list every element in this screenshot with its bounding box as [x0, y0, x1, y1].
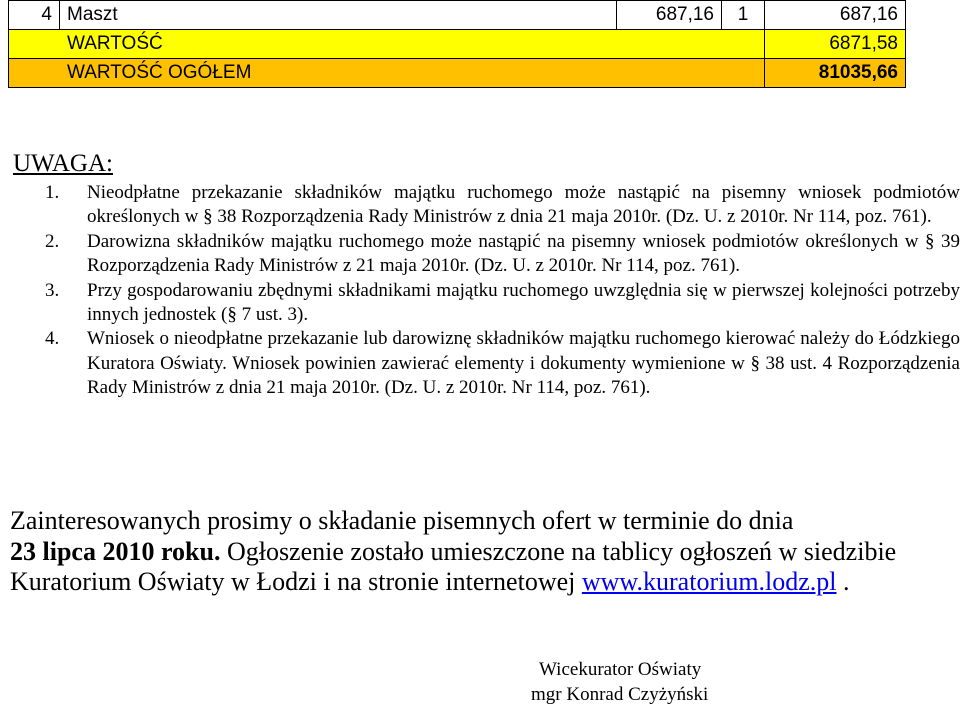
- item-unit-price: 687,16: [617, 1, 722, 30]
- signature-block: [531, 657, 708, 707]
- notice-item-text: Darowizna składników majątku ruchomego może nastąpić na pisemny wniosek podmiotów określonych w § 39 Rozporządzenia Rady Ministrów z 21 maja 2010r. (Dz. U. z 2010r. Nr 114, poz. 761).: [87, 230, 960, 277]
- invitation-line-2-text: Ogłoszenie zostało umieszczone na tablicy ogłoszeń w siedzibie: [220, 536, 897, 566]
- notice-item: [45, 230, 960, 279]
- assets-table: [8, 0, 906, 88]
- item-number: 4: [9, 1, 60, 30]
- notice-item: [45, 181, 960, 230]
- signature-title: Wicekurator Oświaty: [539, 659, 702, 680]
- notice-list: [45, 181, 960, 401]
- notice-title: UWAGA:: [13, 150, 113, 177]
- table-row-total: [9, 59, 906, 88]
- subtotal-value: 6871,58: [765, 30, 906, 59]
- notice-item-text: Wniosek o nieodpłatne przekazanie lub darowiznę składników majątku ruchomego kierować należy do Łódzkiego Kuratora Oświaty. Wniosek powinien zawierać elementy i dokumenty wymienione w § 38 ust. 4 Rozporządzenia Rady Ministrów z dnia 21 maja 2010r. (Dz. U. z 2010r. Nr 114, poz. 761).: [87, 328, 960, 399]
- notice-item-text: Przy gospodarowaniu zbędnymi składnikami majątku ruchomego uwzględnia się w pierwszej kolejności potrzeby innych jednostek (§ 7 ust. 3).: [87, 279, 960, 326]
- notice-item-number: 4.: [45, 328, 60, 350]
- item-name: Maszt: [60, 1, 617, 30]
- notice-item-number: 2.: [45, 230, 60, 252]
- notice-item-number: 1.: [45, 182, 60, 203]
- deadline-date: 23 lipca 2010 roku.: [10, 536, 221, 566]
- notice-item-number: 3.: [45, 279, 60, 301]
- invitation-line-1: Zainteresowanych prosimy o składanie pisemnych ofert w terminie do dnia: [10, 506, 794, 535]
- total-value: 81035,66: [765, 59, 906, 88]
- total-label: WARTOŚĆ OGÓŁEM: [9, 59, 765, 88]
- table-row-item: [9, 1, 906, 30]
- notice-item: [45, 327, 960, 400]
- invitation-line-3: [10, 567, 960, 598]
- invitation-line-3-text: Kuratorium Oświaty w Łodzi i na stronie internetowej: [10, 567, 582, 596]
- item-value: 687,16: [765, 1, 906, 30]
- invitation-paragraph: [10, 506, 960, 598]
- website-link[interactable]: www.kuratorium.lodz.pl: [581, 567, 837, 596]
- notice-item: [45, 279, 960, 328]
- table-row-subtotal: [9, 30, 906, 59]
- signature-name: mgr Konrad Czyżyński: [531, 684, 709, 705]
- item-quantity: 1: [722, 1, 765, 30]
- invitation-line-2: [10, 537, 960, 568]
- subtotal-label: WARTOŚĆ: [9, 30, 765, 59]
- invitation-line-3-end: .: [836, 567, 850, 596]
- notice-item-text: Nieodpłatne przekazanie składników majątku ruchomego może nastąpić na pisemny wniosek podmiotów określonych w § 38 Rozporządzenia Rady Ministrów z dnia 21 maja 2010r. (Dz. U. z 2010r. Nr 114, poz. 761).: [87, 182, 960, 228]
